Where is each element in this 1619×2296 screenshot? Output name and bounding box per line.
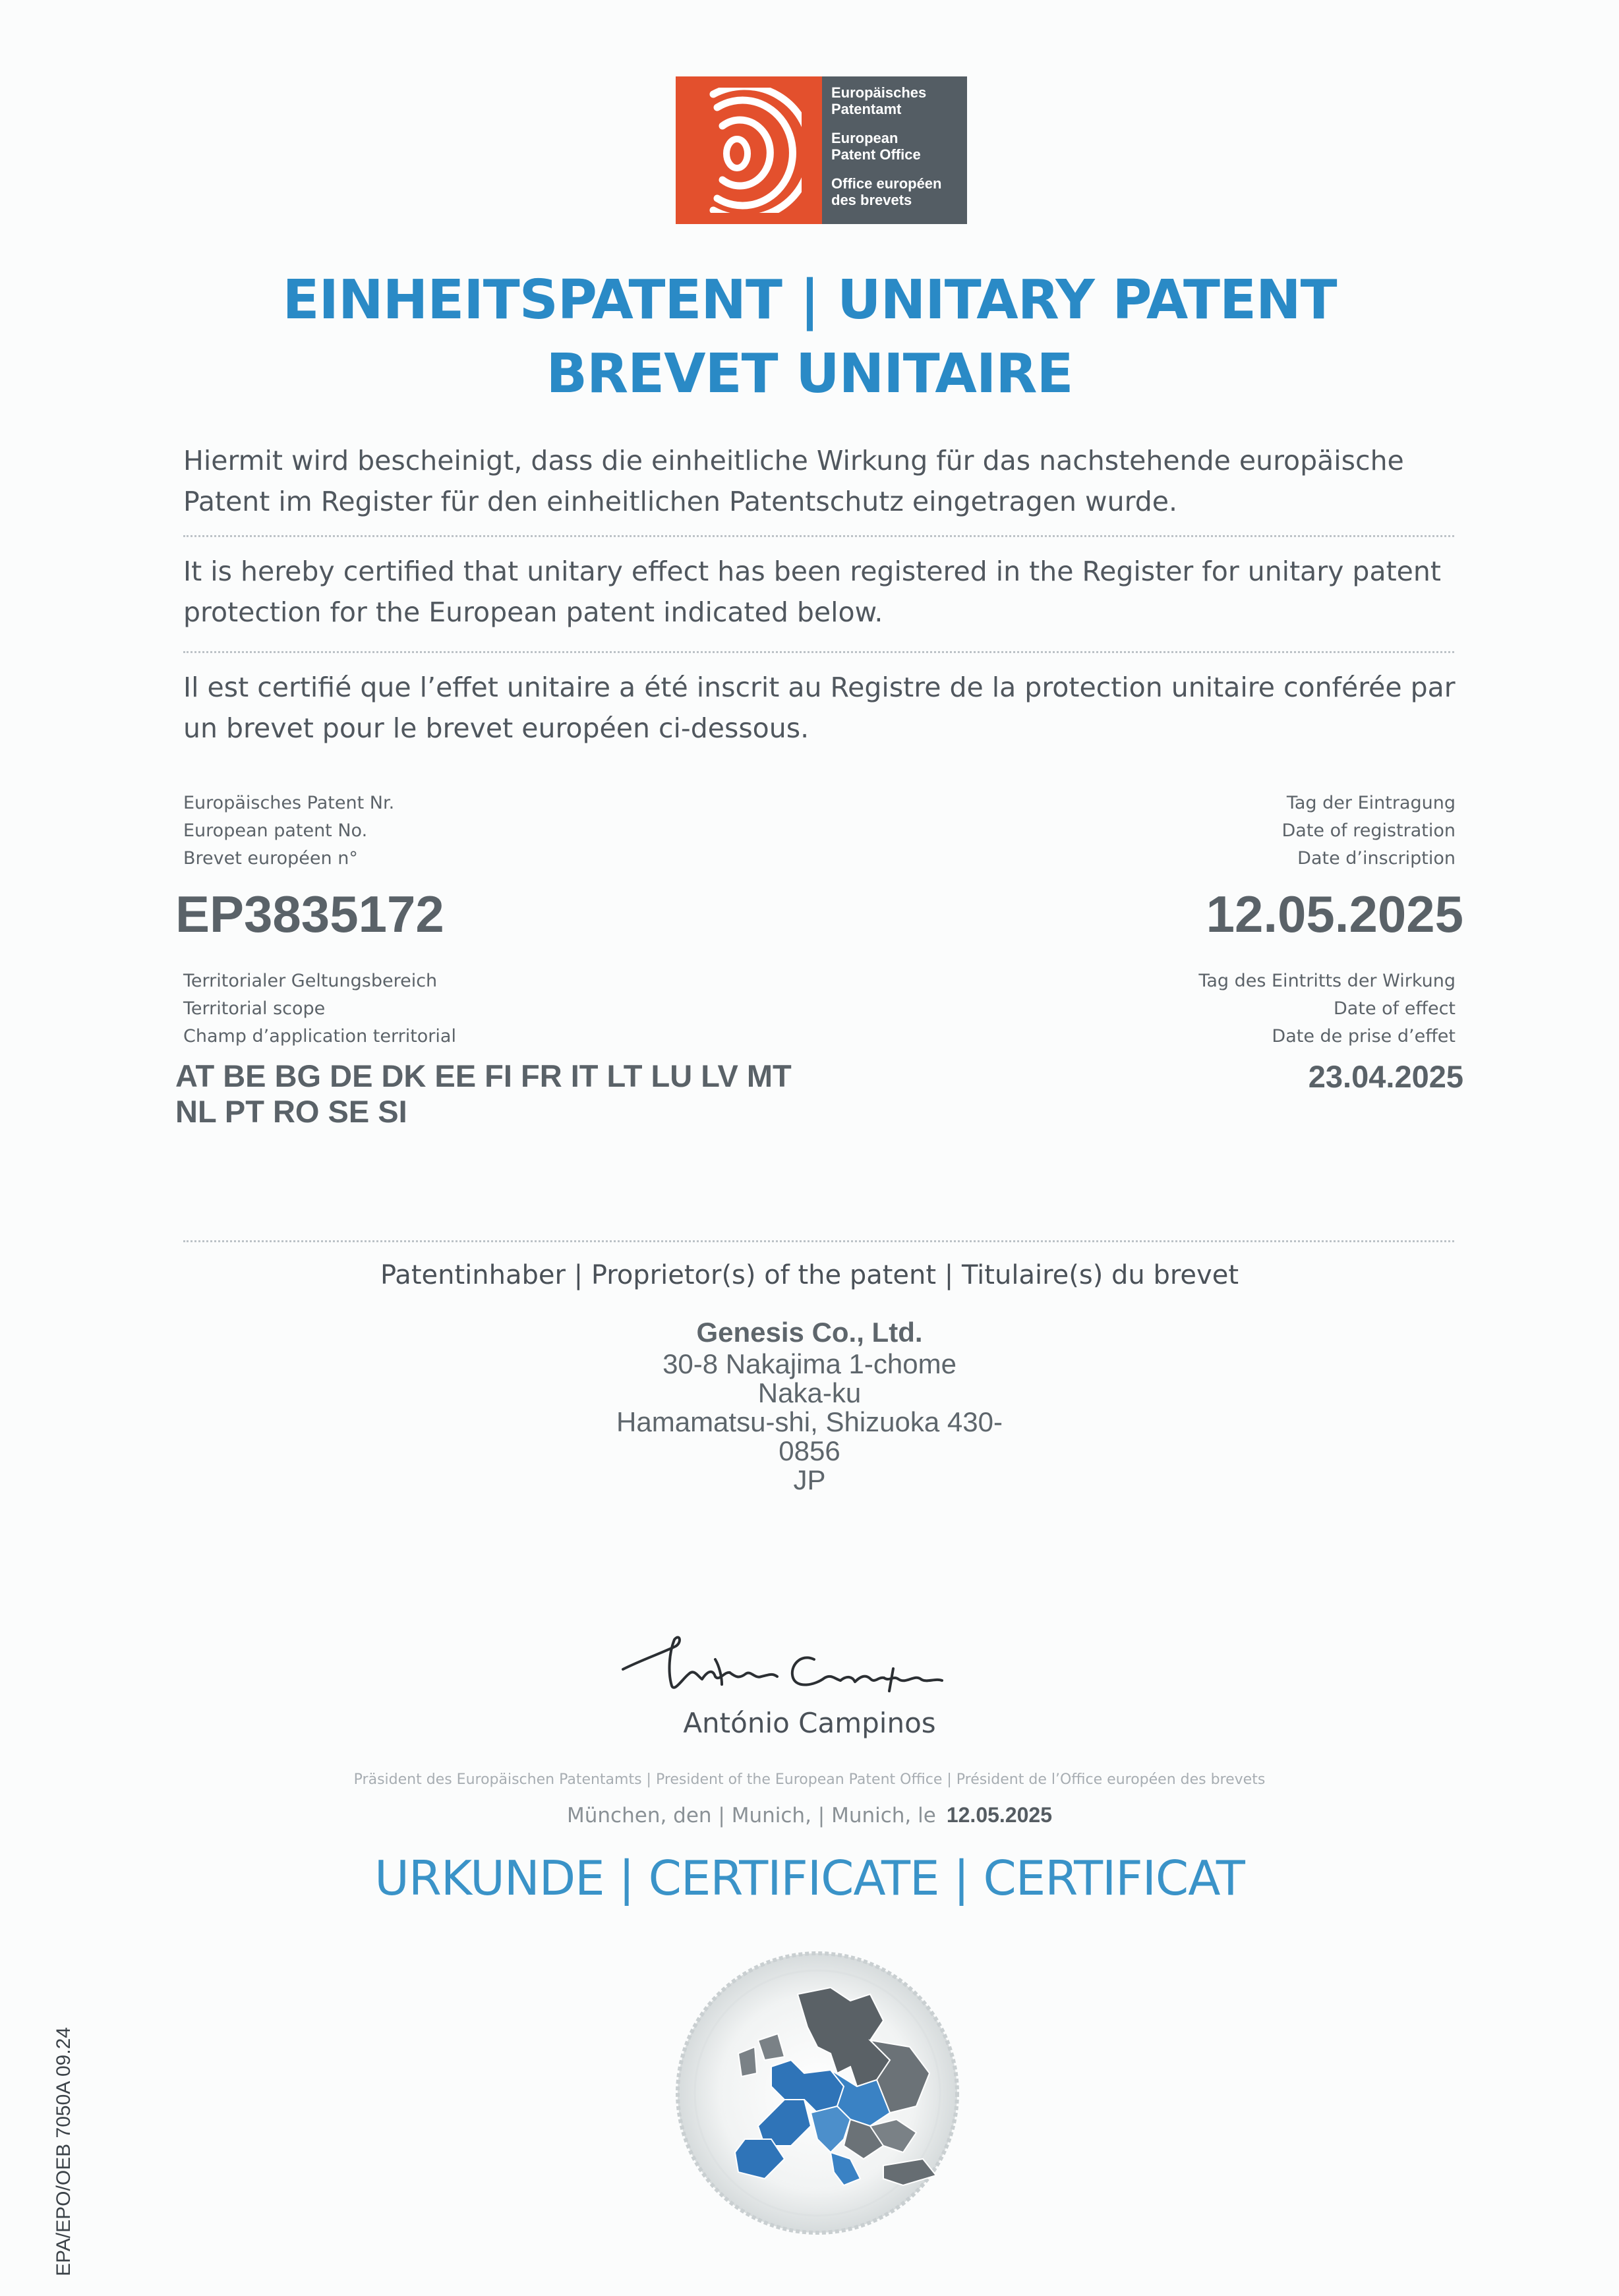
territorial-scope-countries: AT BE BG DE DK EE FI FR IT LT LU LV MT NL PT RO SE SI	[175, 1058, 792, 1129]
proprietor-address-country: JP	[793, 1464, 826, 1495]
logo-name-de: Europäisches Patentamt	[831, 84, 927, 117]
patent-number-label: Europäisches Patent Nr. European patent No. Brevet européen n°	[183, 793, 395, 869]
epo-logo-names	[822, 76, 967, 224]
epo-logo-mark-icon	[676, 76, 822, 224]
proprietor-address-line: 30-8 Nakajima 1-chome	[662, 1348, 957, 1379]
place-label: München, den | Munich, | Munich, le	[567, 1804, 936, 1827]
effect-date-label: Tag des Eintritts der Wirkung Date of effect Date de prise d’effet	[1198, 971, 1456, 1047]
certification-text-de: Hiermit wird bescheinigt, dass die einheitliche Wirkung für das nachstehende europäische Patent im Register für den einheitlichen Patentschutz eingetragen wurde.	[183, 445, 1404, 517]
epo-logo	[676, 76, 967, 224]
form-code: EPA/EPO/OEB 7050A 09.24	[53, 2026, 74, 2276]
registration-date: 12.05.2025	[1206, 885, 1463, 943]
europe-map-seal-icon	[672, 1948, 962, 2238]
dotted-divider	[183, 1240, 1454, 1242]
proprietor-heading: Patentinhaber | Proprietor(s) of the patent | Titulaire(s) du brevet	[380, 1260, 1239, 1290]
effect-date: 23.04.2025	[1308, 1059, 1463, 1094]
proprietor-name: Genesis Co., Ltd.	[696, 1317, 923, 1348]
registration-date-label: Tag der Eintragung Date of registration Date d’inscription	[1281, 793, 1456, 869]
signatory-role: Präsident des Europäischen Patentamts | President of the European Patent Office | Président de l’Office européen des brevets	[353, 1771, 1266, 1788]
certification-text-en: It is hereby certified that unitary effect has been registered in the Register for unitary patent protection for the European patent indicated below.	[183, 556, 1441, 628]
proprietor-address-line: Hamamatsu-shi, Shizuoka 430-	[616, 1406, 1003, 1437]
dotted-divider	[183, 535, 1454, 537]
document-title-line-1: EINHEITSPATENT | UNITARY PATENT	[282, 269, 1337, 331]
proprietor-address-line: 0856	[779, 1435, 840, 1466]
certificate-title: URKUNDE | CERTIFICATE | CERTIFICAT	[374, 1851, 1245, 1906]
territorial-scope-label: Territorialer Geltungsbereich Territorial scope Champ d’application territorial	[183, 971, 456, 1047]
proprietor-address-line: Naka-ku	[757, 1377, 862, 1408]
handwritten-signature	[616, 1613, 999, 1712]
dotted-divider	[183, 651, 1454, 653]
logo-name-en: European Patent Office	[831, 130, 921, 163]
document-title-line-2: BREVET UNITAIRE	[546, 343, 1073, 405]
patent-number: EP3835172	[175, 885, 444, 943]
certification-text-fr: Il est certifié que l’effet unitaire a été inscrit au Registre de la protection unitaire conférée par un brevet pour le brevet européen ci-dessous.	[183, 672, 1456, 744]
signature-date: 12.05.2025	[946, 1803, 1052, 1827]
logo-name-fr: Office européen des brevets	[831, 175, 942, 208]
place-and-date	[0, 1803, 1619, 1827]
signatory-name: António Campinos	[683, 1707, 936, 1739]
